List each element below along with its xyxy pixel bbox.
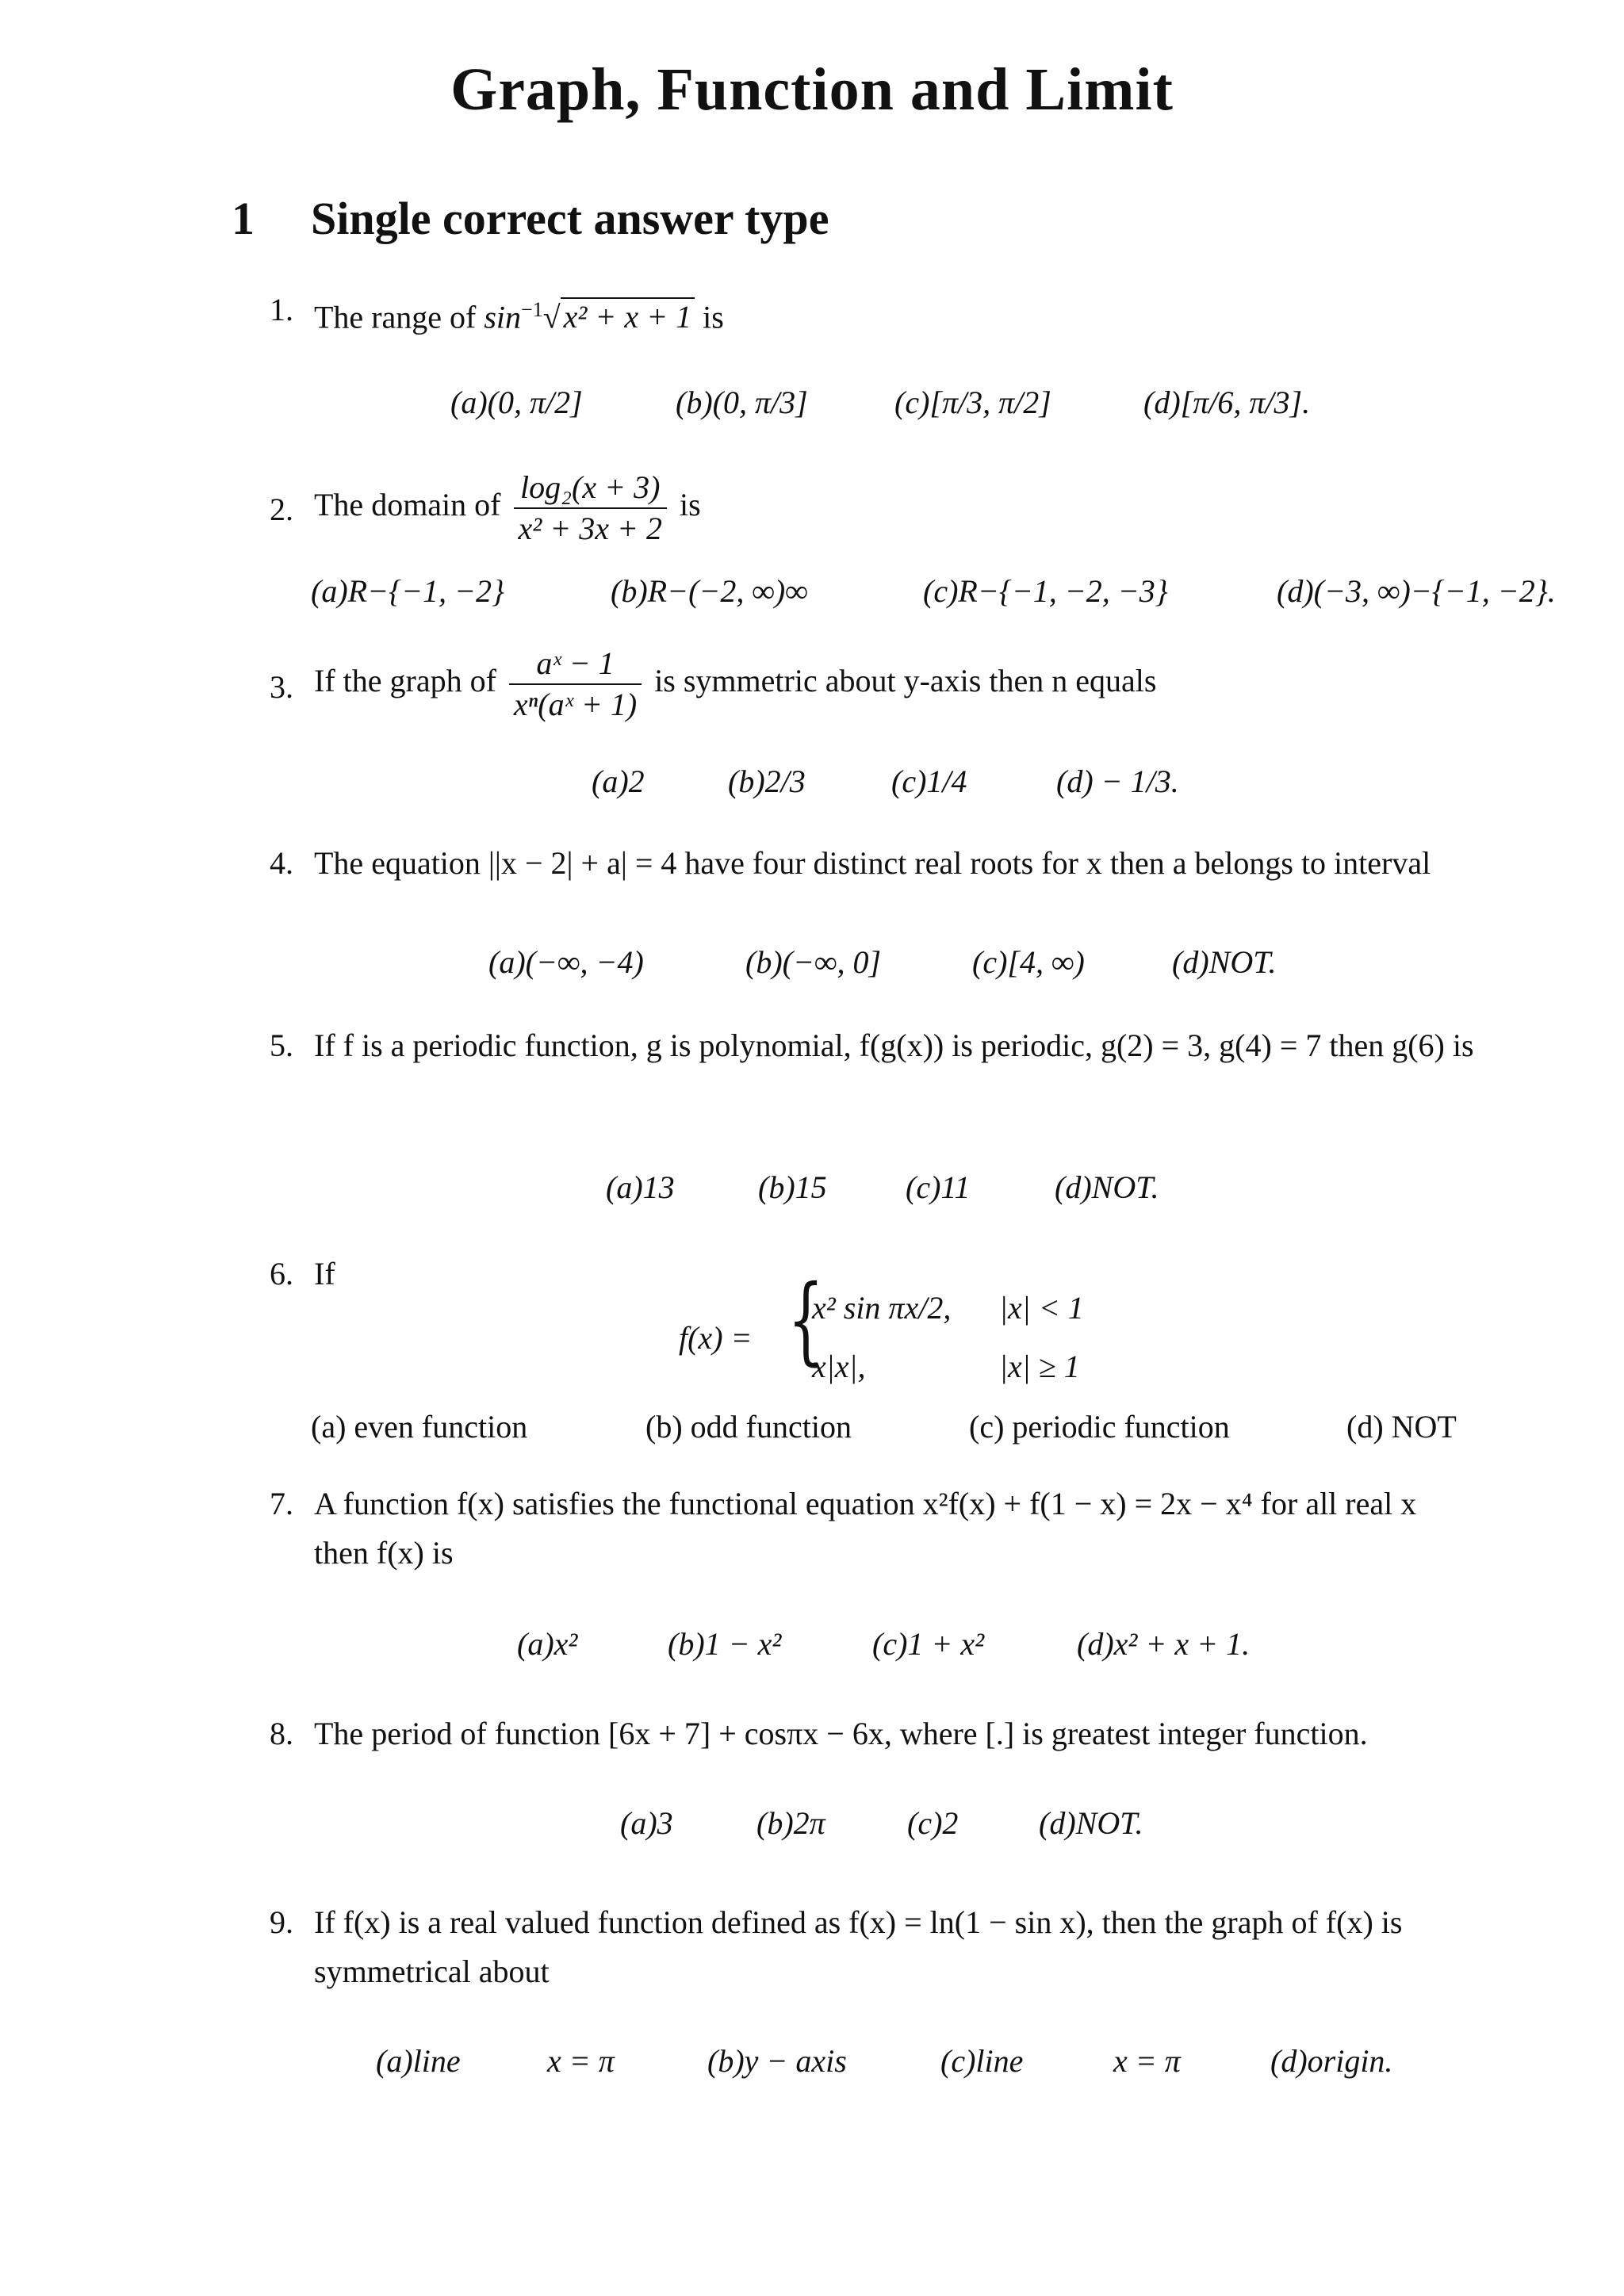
q3-numerator: aˣ − 1: [509, 644, 642, 685]
question-4: [270, 839, 1475, 888]
q2-text-suffix: is: [679, 487, 701, 523]
q1-exponent: −1: [521, 298, 543, 321]
q2-numerator: log₂(x + 3): [514, 468, 667, 509]
q3-text-prefix: If the graph of: [314, 663, 496, 699]
question-text: If f(x) is a real valued function defined as f(x) = ln(1 − sin x), then the graph of f(x) is symmetrical about: [314, 1904, 1403, 1989]
q3-denominator: xⁿ(aˣ + 1): [513, 687, 638, 722]
option-d[interactable]: (d)[π/6, π/3].: [1143, 385, 1311, 420]
question-7: [270, 1479, 1475, 1578]
option-b[interactable]: (b)(0, π/3]: [676, 385, 808, 420]
question-number: 9.: [270, 1904, 293, 1940]
option-c[interactable]: (c) periodic function: [969, 1409, 1230, 1445]
question-text: [314, 285, 1475, 342]
option-b[interactable]: (b)15: [758, 1169, 827, 1205]
question-1: [270, 285, 1475, 342]
option-a[interactable]: (a)line: [376, 2043, 461, 2079]
option-c[interactable]: (c)[π/3, π/2]: [894, 385, 1051, 420]
option-a[interactable]: (a)2: [592, 763, 645, 799]
option-b[interactable]: (b)2/3: [728, 763, 806, 799]
section-title: Single correct answer type: [311, 193, 829, 244]
question-text: [314, 644, 1475, 725]
fx-label: f(x) =: [679, 1320, 753, 1356]
option-d[interactable]: (d)NOT.: [1172, 944, 1277, 980]
question-9: [270, 1898, 1475, 1996]
question-text: The period of function [6x + 7] + cosπx − 6x, where [.] is greatest integer function.: [314, 1716, 1368, 1751]
question-number: 7.: [270, 1486, 293, 1521]
option-c-value: x = π: [1113, 2043, 1181, 2079]
option-c[interactable]: (c)[4, ∞): [972, 944, 1085, 980]
q2-denominator: x² + 3x + 2: [518, 511, 662, 546]
question-text: A function f(x) satisfies the functional equation x²f(x) + f(1 − x) = 2x − x⁴ for all real x then f(x) is: [314, 1486, 1417, 1571]
option-c[interactable]: (c)line: [940, 2043, 1024, 2079]
option-b[interactable]: (b) odd function: [645, 1409, 852, 1445]
question-8: [270, 1709, 1475, 1758]
q3-fraction: [509, 644, 642, 725]
option-b[interactable]: (b)y − axis: [707, 2043, 847, 2079]
question-2: [270, 468, 1475, 549]
option-d[interactable]: (d)NOT.: [1055, 1169, 1159, 1205]
question-text: The equation ||x − 2| + a| = 4 have four distinct real roots for x then a belongs to interval: [314, 845, 1431, 881]
question-5: [270, 1021, 1475, 1070]
q1-radicand: x² + x + 1: [561, 297, 695, 335]
question-number: 8.: [270, 1716, 293, 1751]
option-a[interactable]: (a) even function: [311, 1409, 528, 1445]
option-d[interactable]: (d)NOT.: [1039, 1805, 1143, 1841]
option-d[interactable]: (d)origin.: [1270, 2043, 1393, 2079]
case-1-condition: |x| < 1: [999, 1290, 1084, 1326]
case-2-expression: x|x|,: [812, 1349, 866, 1384]
option-b[interactable]: (b)1 − x²: [668, 1626, 782, 1662]
q1-text-suffix: is: [695, 299, 724, 335]
option-c[interactable]: (c)11: [906, 1169, 971, 1205]
option-c[interactable]: (c)R−{−1, −2, −3}: [923, 573, 1168, 609]
option-a-value: x = π: [547, 2043, 615, 2079]
question-number: 2.: [270, 492, 293, 527]
q1-sin: sin: [484, 299, 522, 335]
option-a[interactable]: (a)(−∞, −4): [488, 944, 644, 980]
option-a[interactable]: (a)R−{−1, −2}: [311, 573, 505, 609]
option-c[interactable]: (c)1/4: [891, 763, 967, 799]
left-brace: {: [787, 1265, 825, 1376]
option-c[interactable]: (c)2: [907, 1805, 959, 1841]
question-text: [314, 468, 1475, 549]
question-3: [270, 644, 1475, 725]
option-a[interactable]: (a)(0, π/2]: [450, 385, 583, 420]
option-a[interactable]: (a)13: [606, 1169, 675, 1205]
option-d[interactable]: (d)x² + x + 1.: [1077, 1626, 1251, 1662]
question-text: If f is a periodic function, g is polynomial, f(g(x)) is periodic, g(2) = 3, g(4) = 7 then g(6) is: [314, 1027, 1474, 1063]
option-b[interactable]: (b)R−(−2, ∞)∞: [611, 573, 808, 609]
q1-text-prefix: The range of: [314, 299, 485, 335]
question-number: 1.: [270, 292, 293, 327]
q2-text-prefix: The domain of: [314, 487, 501, 523]
question-number: 3.: [270, 669, 293, 705]
option-d[interactable]: (d) NOT: [1346, 1409, 1457, 1445]
q2-fraction: [514, 468, 667, 549]
question-number: 4.: [270, 845, 293, 881]
option-d[interactable]: (d) − 1/3.: [1056, 763, 1179, 799]
option-c[interactable]: (c)1 + x²: [872, 1626, 985, 1662]
case-1-expression: x² sin πx/2,: [812, 1290, 952, 1326]
case-2-condition: |x| ≥ 1: [999, 1349, 1080, 1384]
section-heading: [232, 192, 829, 245]
option-b[interactable]: (b)2π: [756, 1805, 825, 1841]
option-d[interactable]: (d)(−3, ∞)−{−1, −2}.: [1277, 573, 1556, 609]
option-a[interactable]: (a)x²: [517, 1626, 578, 1662]
page-title: Graph, Function and Limit: [450, 56, 1174, 123]
sqrt-symbol: √: [542, 299, 561, 335]
question-number: 6.: [270, 1256, 293, 1292]
question-number: 5.: [270, 1027, 293, 1063]
option-a[interactable]: (a)3: [620, 1805, 673, 1841]
option-b[interactable]: (b)(−∞, 0]: [745, 944, 882, 980]
question-text: If: [314, 1256, 335, 1292]
section-number: 1: [232, 193, 255, 244]
q3-text-suffix: is symmetric about y-axis then n equals: [654, 663, 1157, 699]
